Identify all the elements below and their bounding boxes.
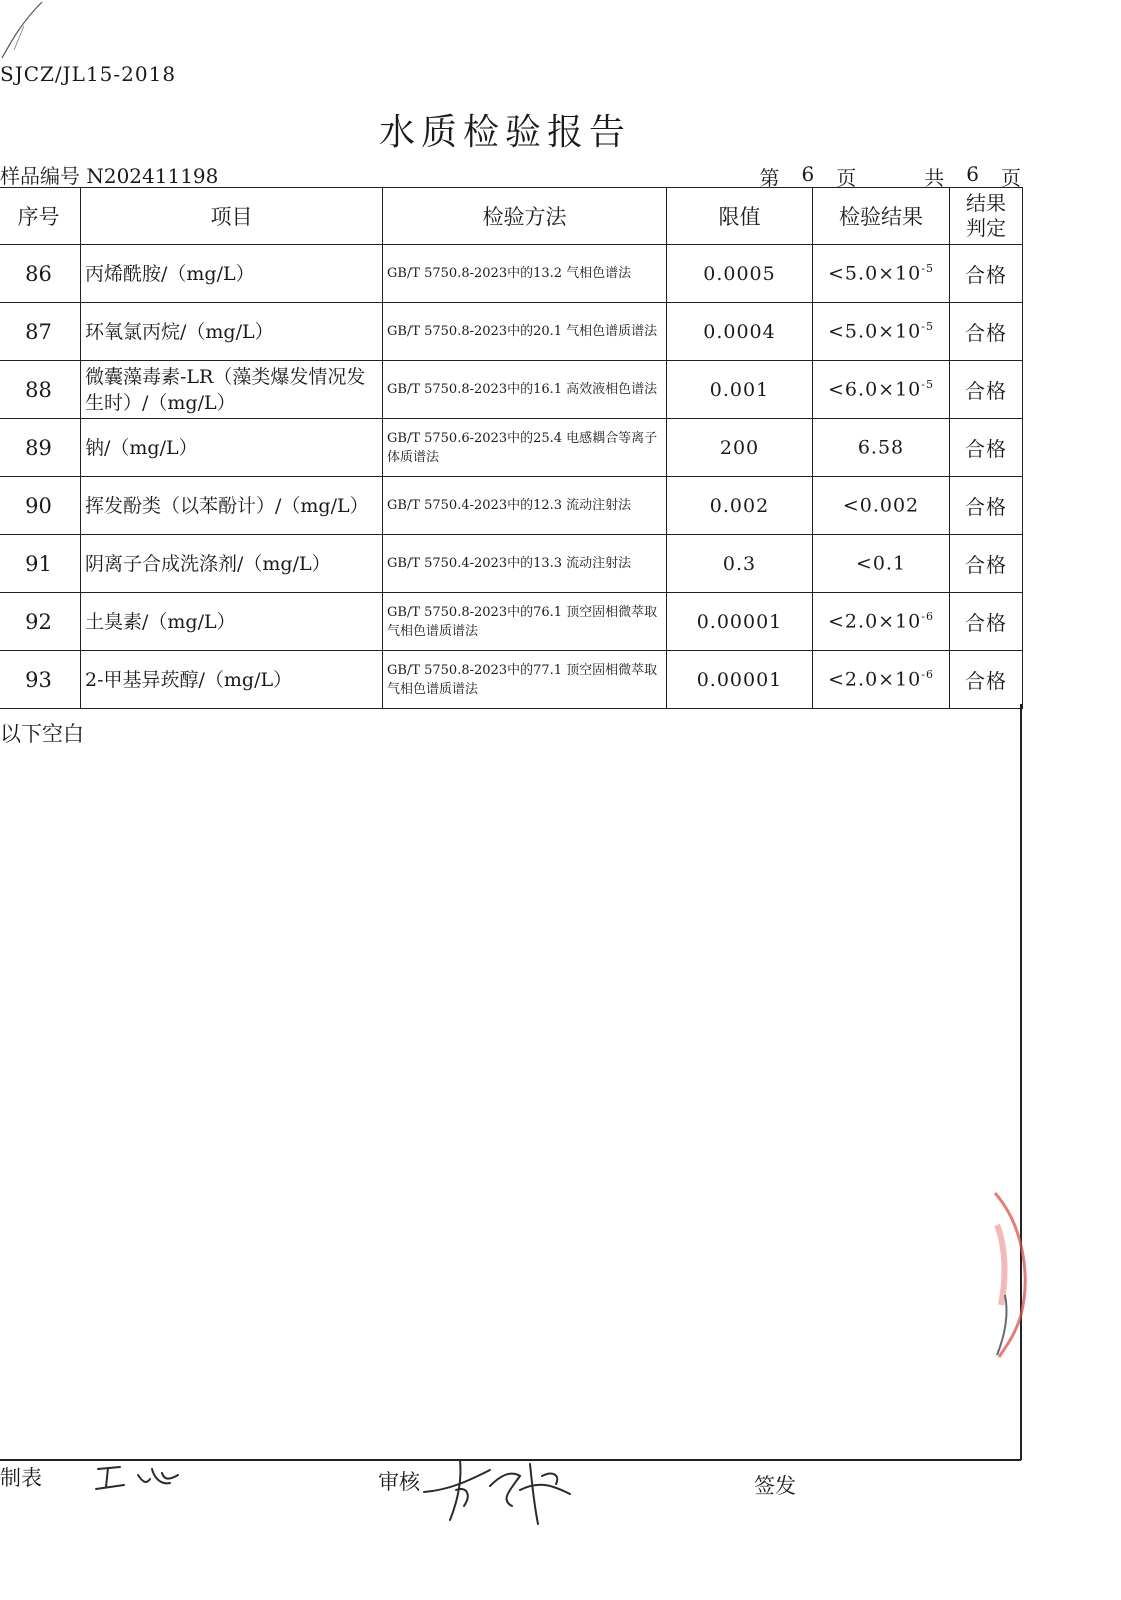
table-header-row <box>0 188 1023 245</box>
page-total-prefix: 共 <box>924 166 945 190</box>
row-item: 微囊藻毒素-LR（藻类爆发情况发生时）/（mg/L） <box>81 361 383 419</box>
row-number: 92 <box>0 593 81 651</box>
row-judge: 合格 <box>950 593 1023 651</box>
row-item: 土臭素/（mg/L） <box>81 593 383 651</box>
issued-by-label: 签发 <box>754 1474 796 1498</box>
row-method: GB/T 5750.4-2023中的12.3 流动注射法 <box>383 477 667 535</box>
row-judge: 合格 <box>950 361 1023 419</box>
row-item: 阴离子合成洗涤剂/（mg/L） <box>81 535 383 593</box>
row-limit: 0.0005 <box>667 245 813 303</box>
red-seal-stamp <box>975 1185 1035 1365</box>
page-total: 6 <box>966 162 979 186</box>
row-number: 91 <box>0 535 81 593</box>
result-value: 6.58 <box>857 436 905 459</box>
row-number: 89 <box>0 419 81 477</box>
result-value: <2.0×10 <box>828 610 922 633</box>
result-exponent: -6 <box>921 610 934 624</box>
reviewed-by-signature <box>420 1450 580 1530</box>
result-exponent: -5 <box>921 262 934 276</box>
header-result: 检验结果 <box>813 188 950 245</box>
row-judge: 合格 <box>950 535 1023 593</box>
table-row <box>0 593 1023 651</box>
row-number: 88 <box>0 361 81 419</box>
row-number: 87 <box>0 303 81 361</box>
results-table <box>0 187 1023 709</box>
row-judge: 合格 <box>950 303 1023 361</box>
row-method: GB/T 5750.8-2023中的76.1 顶空固相微萃取气相色谱质谱法 <box>383 593 667 651</box>
header-item: 项目 <box>81 188 383 245</box>
result-value: <0.002 <box>842 494 920 517</box>
row-result <box>813 419 950 477</box>
result-exponent: -5 <box>921 378 934 392</box>
row-item: 挥发酚类（以苯酚计）/（mg/L） <box>81 477 383 535</box>
row-method: GB/T 5750.8-2023中的13.2 气相色谱法 <box>383 245 667 303</box>
row-method: GB/T 5750.4-2023中的13.3 流动注射法 <box>383 535 667 593</box>
row-result <box>813 361 950 419</box>
result-value: <2.0×10 <box>828 668 922 691</box>
row-item: 钠/（mg/L） <box>81 419 383 477</box>
row-judge: 合格 <box>950 477 1023 535</box>
table-row <box>0 361 1023 419</box>
table-row <box>0 651 1023 709</box>
page-unit: 页 <box>836 166 857 190</box>
result-value: <5.0×10 <box>828 320 922 343</box>
header-judge <box>950 188 1023 245</box>
row-method: GB/T 5750.8-2023中的20.1 气相色谱质谱法 <box>383 303 667 361</box>
row-number: 90 <box>0 477 81 535</box>
result-value: <0.1 <box>855 552 907 575</box>
prepared-by-label: 制表 <box>0 1466 42 1490</box>
report-title: 水质检验报告 <box>378 112 631 153</box>
row-result <box>813 651 950 709</box>
reviewed-by-label: 审核 <box>378 1470 420 1494</box>
row-limit: 0.002 <box>667 477 813 535</box>
row-result <box>813 593 950 651</box>
corner-pen-mark <box>0 0 60 70</box>
row-item: 环氧氯丙烷/（mg/L） <box>81 303 383 361</box>
result-exponent: -5 <box>921 320 934 334</box>
row-judge: 合格 <box>950 419 1023 477</box>
page-total-unit: 页 <box>1001 166 1021 190</box>
header-no: 序号 <box>0 188 81 245</box>
row-number: 86 <box>0 245 81 303</box>
row-method: GB/T 5750.8-2023中的16.1 高效液相色谱法 <box>383 361 667 419</box>
table-row <box>0 477 1023 535</box>
table-row <box>0 245 1023 303</box>
row-limit: 0.3 <box>667 535 813 593</box>
result-value: <5.0×10 <box>828 262 922 285</box>
table-row <box>0 303 1023 361</box>
row-limit: 0.0004 <box>667 303 813 361</box>
row-result <box>813 303 950 361</box>
row-item: 2-甲基异莰醇/（mg/L） <box>81 651 383 709</box>
result-value: <6.0×10 <box>828 378 922 401</box>
page-prefix: 第 <box>759 166 780 190</box>
prepared-by-signature <box>90 1455 190 1500</box>
row-method: GB/T 5750.8-2023中的77.1 顶空固相微萃取气相色谱质谱法 <box>383 651 667 709</box>
header-method: 检验方法 <box>383 188 667 245</box>
document-code: SJCZ/JL15-2018 <box>0 62 177 86</box>
row-item: 丙烯酰胺/（mg/L） <box>81 245 383 303</box>
row-result <box>813 535 950 593</box>
result-exponent: -6 <box>921 668 934 682</box>
header-judge-line2: 判定 <box>966 216 1006 240</box>
header-limit: 限值 <box>667 188 813 245</box>
below-blank-note: 以下空白 <box>0 722 84 746</box>
header-judge-line1: 结果 <box>966 191 1006 215</box>
row-judge: 合格 <box>950 245 1023 303</box>
row-result <box>813 477 950 535</box>
row-limit: 0.00001 <box>667 651 813 709</box>
row-method: GB/T 5750.6-2023中的25.4 电感耦合等离子体质谱法 <box>383 419 667 477</box>
table-row <box>0 419 1023 477</box>
row-number: 93 <box>0 651 81 709</box>
sample-number: 样品编号 N202411198 <box>0 164 219 188</box>
row-limit: 0.001 <box>667 361 813 419</box>
row-limit: 200 <box>667 419 813 477</box>
row-limit: 0.00001 <box>667 593 813 651</box>
row-result <box>813 245 950 303</box>
row-judge: 合格 <box>950 651 1023 709</box>
page-current: 6 <box>801 162 815 186</box>
table-row <box>0 535 1023 593</box>
